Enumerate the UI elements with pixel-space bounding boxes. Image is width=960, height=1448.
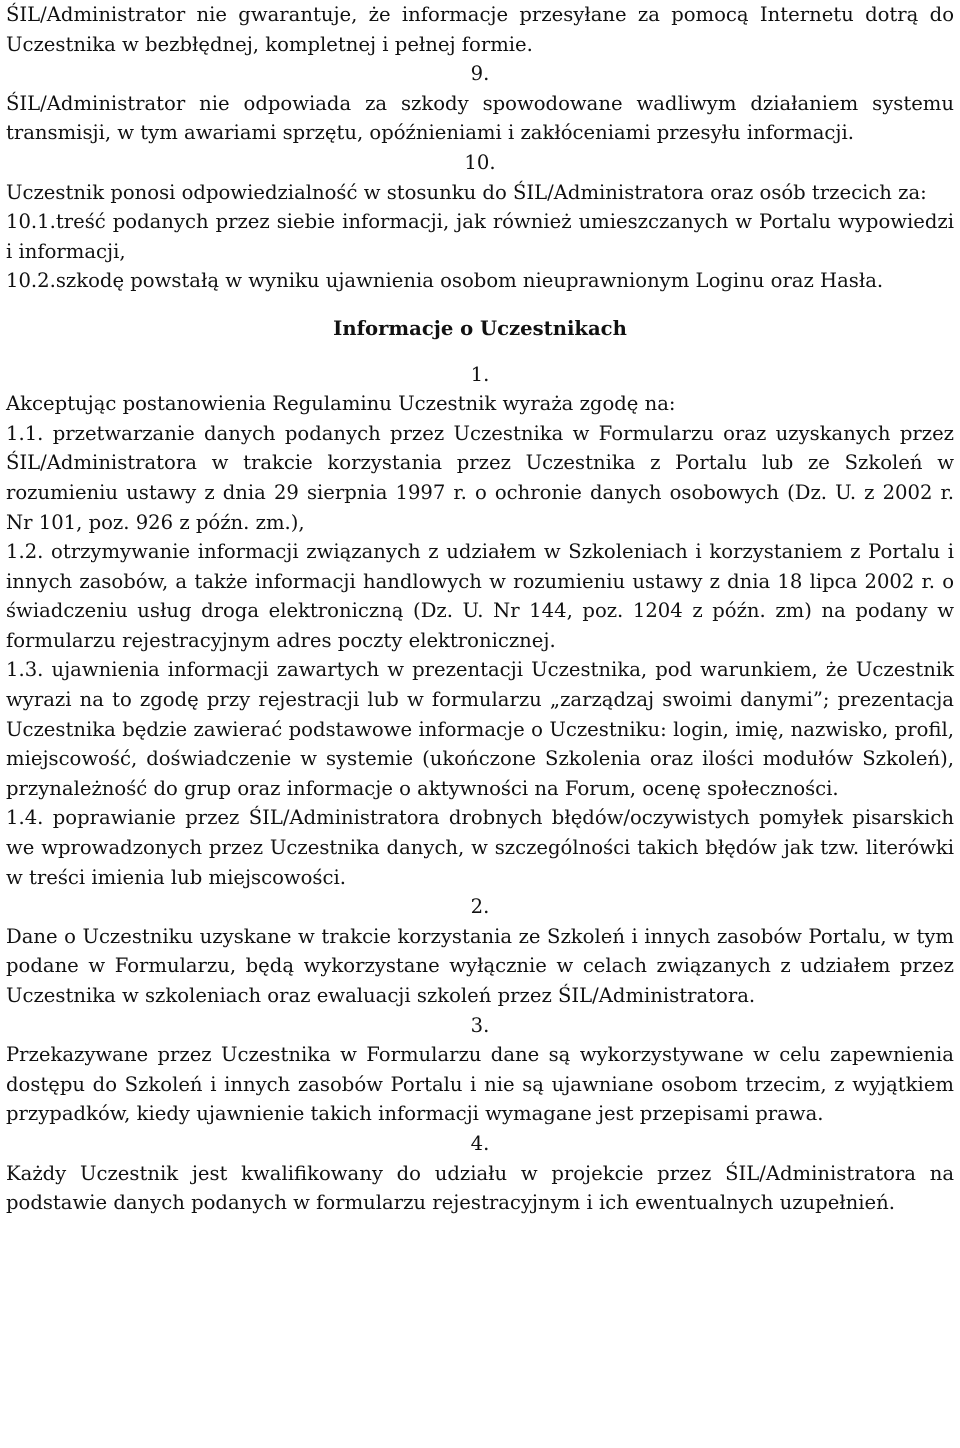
section-10-item-1: 10.1.treść podanych przez siebie informacji, jak również umieszczanych w Portalu wypowiedzi i informacji, bbox=[6, 210, 954, 263]
part-4-text: Każdy Uczestnik jest kwalifikowany do udziału w projekcie przez ŚIL/Administratora na podstawie danych podanych w formularzu rejestracyjnym i ich ewentualnych uzupełnień. bbox=[6, 1161, 954, 1215]
section-heading: Informacje o Uczestnikach bbox=[333, 316, 627, 340]
part-3-text: Przekazywane przez Uczestnika w Formularzu dane są wykorzystywane w celu zapewnienia dostępu do Szkoleń i innych zasobów Portalu i nie są ujawniane osobom trzecim, z wyjątkiem przypadków, kiedy ujawnienie takich informacji wymagane jest przepisami prawa. bbox=[6, 1043, 954, 1126]
intro-paragraph: ŚIL/Administrator nie gwarantuje, że informacje przesyłane za pomocą Internetu dotrą do Uczestnika w bezbłędnej, kompletnej i pełnej formie. bbox=[6, 3, 954, 56]
section-10-text: Uczestnik ponosi odpowiedzialność w stosunku do ŚIL/Administratora oraz osób trzecich za: bbox=[6, 180, 927, 204]
section-9-number: 9. bbox=[470, 62, 490, 86]
part-1-item-4: 1.4. poprawianie przez ŚIL/Administratora drobnych błędów/oczywistych pomyłek pisarskich we wprowadzonych przez Uczestnika danych, w szczególności takich błędów jak tzw. literówki w treści imienia lub miejscowości. bbox=[6, 806, 954, 889]
document-page bbox=[6, 0, 954, 1218]
part-2-number: 2. bbox=[470, 895, 490, 919]
part-1-number: 1. bbox=[470, 362, 490, 386]
part-2-text: Dane o Uczestniku uzyskane w trakcie korzystania ze Szkoleń i innych zasobów Portalu, w tym podane w Formularzu, będą wykorzystane wyłącznie w celach związanych z udziałem przez Uczestnika w szkoleniach oraz ewaluacji szkoleń przez ŚIL/Administratora. bbox=[6, 924, 954, 1007]
part-4-number: 4. bbox=[470, 1131, 490, 1155]
part-1-item-1: 1.1. przetwarzanie danych podanych przez Uczestnika w Formularzu oraz uzyskanych przez ŚIL/Administratora w trakcie korzystania przez Uczestnika z Portalu lub ze Szkoleń w rozumieniu ustawy z dnia 29 sierpnia 1997 r. o ochronie danych osobowych (Dz. U. z 2002 r. Nr 101, poz. 926 z późn. zm.), bbox=[6, 421, 954, 534]
part-1-item-2: 1.2. otrzymywanie informacji związanych z udziałem w Szkoleniach i korzystaniem z Portalu i innych zasobów, a także informacji handlowych w rozumieniu ustawy z dnia 18 lipca 2002 r. o świadczeniu usług droga elektroniczną (Dz. U. Nr 144, poz. 1204 z późn. zm) na podany w formularzu rejestracyjnym adres poczty elektronicznej. bbox=[6, 540, 954, 652]
section-9-text: ŚIL/Administrator nie odpowiada za szkody spowodowane wadliwym działaniem systemu transmisji, w tym awariami sprzętu, opóźnieniami i zakłóceniami przesyłu informacji. bbox=[6, 91, 954, 145]
section-10-item-2: 10.2.szkodę powstałą w wyniku ujawnienia osobom nieuprawnionym Loginu oraz Hasła. bbox=[6, 269, 884, 293]
part-1-item-3: 1.3. ujawnienia informacji zawartych w prezentacji Uczestnika, pod warunkiem, że Uczestnik wyrazi na to zgodę przy rejestracji lub w formularzu „zarządzaj swoimi danymi”; prezentacja Uczestnika będzie zawierać podstawowe informacje o Uczestniku: login, imię, nazwisko, profil, miejscowość, doświadczenie w systemie (ukończone Szkolenia oraz ilości modułów Szkoleń), przynależność do grup oraz informacje o aktywności na Forum, ocenę społeczności. bbox=[6, 658, 954, 800]
part-1-text: Akceptując postanowienia Regulaminu Uczestnik wyraża zgodę na: bbox=[6, 392, 676, 416]
part-3-number: 3. bbox=[470, 1013, 490, 1037]
section-10-number: 10. bbox=[464, 150, 496, 174]
